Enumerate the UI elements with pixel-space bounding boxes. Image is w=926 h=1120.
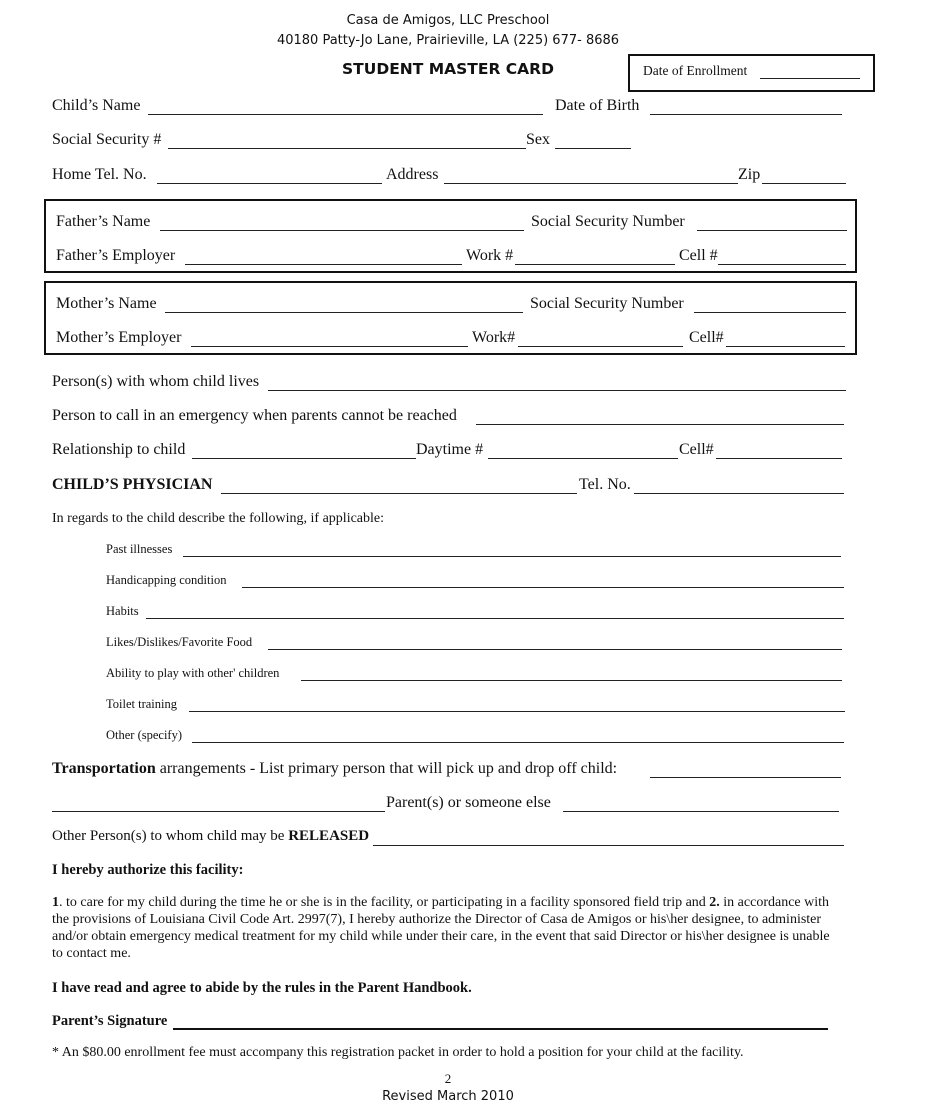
relationship-label: Relationship to child [52, 441, 186, 458]
past-illnesses-field[interactable] [183, 556, 841, 557]
past-illnesses-label: Past illnesses [106, 542, 173, 556]
sex-label: Sex [526, 131, 550, 148]
emergency-field[interactable] [476, 424, 844, 425]
ability-play-label: Ability to play with other' children [106, 666, 280, 680]
released-field[interactable] [373, 845, 844, 846]
mother-cell-field[interactable] [726, 346, 845, 347]
page-title: STUDENT MASTER CARD [342, 60, 554, 78]
mother-work-field[interactable] [518, 346, 683, 347]
address-field[interactable] [444, 183, 738, 184]
mother-employer-field[interactable] [191, 346, 468, 347]
father-name-label: Father’s Name [56, 213, 151, 230]
father-name-field[interactable] [160, 230, 524, 231]
physician-field[interactable] [221, 493, 577, 494]
home-tel-label: Home Tel. No. [52, 166, 147, 183]
physician-tel-label: Tel. No. [579, 476, 631, 493]
other-specify-field[interactable] [192, 742, 844, 743]
released-label: Other Person(s) to whom child may be RELEASED [52, 828, 370, 844]
mother-employer-label: Mother’s Employer [56, 329, 182, 346]
father-ssn-label: Social Security Number [531, 213, 685, 230]
lives-with-field[interactable] [268, 390, 846, 391]
child-ssn-field[interactable] [168, 148, 526, 149]
child-ssn-label: Social Security # [52, 131, 162, 148]
page-number: 2 [444, 1071, 452, 1086]
father-ssn-field[interactable] [697, 230, 847, 231]
mother-work-label: Work# [472, 329, 516, 346]
child-name-field[interactable] [148, 114, 543, 115]
signature-label: Parent’s Signature [52, 1013, 168, 1029]
mother-cell-label: Cell# [689, 329, 724, 346]
address-label: Address [386, 166, 439, 183]
dob-field[interactable] [650, 114, 842, 115]
zip-field[interactable] [762, 183, 846, 184]
likes-field[interactable] [268, 649, 842, 650]
mother-name-label: Mother’s Name [56, 295, 157, 312]
authorize-heading: I hereby authorize this facility: [52, 862, 244, 878]
relationship-field[interactable] [192, 458, 416, 459]
physician-label: CHILD’S PHYSICIAN [52, 476, 213, 493]
home-tel-field[interactable] [157, 183, 382, 184]
authorize-paragraph: 1. to care for my child during the time he or she is in the facility, or participating in a facility sponsored field trip and 2. in accordance with the provisions of Louisiana Civil Code Art. 2997(7), I hereby authorize the Director of Casa de Amigos or his\her designee, to administer and/or obtain emergency medical treatment for my child while under their care, in the event that said Director or his\her designee is unable to contact me. [52, 895, 830, 961]
transport-primary-field[interactable] [650, 777, 841, 778]
contact-cell-label: Cell# [679, 441, 714, 458]
toilet-training-field[interactable] [189, 711, 845, 712]
child-name-label: Child’s Name [52, 97, 141, 114]
lives-with-label: Person(s) with whom child lives [52, 373, 260, 390]
parents-label: Parent(s) or someone else [386, 794, 551, 811]
ability-play-field[interactable] [301, 680, 842, 681]
emergency-label: Person to call in an emergency when parents cannot be reached [52, 407, 457, 424]
signature-field[interactable] [173, 1028, 828, 1030]
toilet-training-label: Toilet training [106, 697, 177, 711]
father-work-field[interactable] [515, 264, 675, 265]
agree-statement: I have read and agree to abide by the rules in the Parent Handbook. [52, 980, 472, 996]
father-work-label: Work # [466, 247, 514, 264]
handicapping-label: Handicapping condition [106, 573, 227, 587]
mother-ssn-field[interactable] [694, 312, 846, 313]
enrollment-field[interactable] [760, 78, 860, 79]
fee-note: * An $80.00 enrollment fee must accompany this registration packet in order to hold a position for your child at the facility. [52, 1045, 744, 1060]
daytime-field[interactable] [488, 458, 678, 459]
father-employer-label: Father’s Employer [56, 247, 176, 264]
other-specify-label: Other (specify) [106, 728, 183, 742]
habits-label: Habits [106, 604, 139, 618]
mother-name-field[interactable] [165, 312, 523, 313]
physician-tel-field[interactable] [634, 493, 844, 494]
revised-date: Revised March 2010 [382, 1089, 514, 1104]
father-cell-label: Cell # [679, 247, 718, 264]
describe-intro: In regards to the child describe the following, if applicable: [52, 511, 385, 526]
mother-ssn-label: Social Security Number [530, 295, 684, 312]
zip-label: Zip [738, 166, 761, 183]
father-cell-field[interactable] [718, 264, 846, 265]
contact-cell-field[interactable] [716, 458, 842, 459]
sex-field[interactable] [555, 148, 631, 149]
father-employer-field[interactable] [185, 264, 462, 265]
likes-label: Likes/Dislikes/Favorite Food [106, 635, 253, 649]
handicapping-field[interactable] [242, 587, 844, 588]
dob-label: Date of Birth [555, 97, 640, 114]
someone-else-field[interactable] [563, 811, 839, 812]
transport-person-field[interactable] [52, 811, 385, 812]
school-address: 40180 Patty-Jo Lane, Prairieville, LA (225) 677- 8686 [276, 33, 620, 48]
daytime-label: Daytime # [416, 441, 484, 458]
transport-label: Transportation arrangements - List primary person that will pick up and drop off child: [52, 760, 618, 777]
enrollment-label: Date of Enrollment [643, 63, 748, 78]
habits-field[interactable] [146, 618, 844, 619]
school-name: Casa de Amigos, LLC Preschool [346, 13, 550, 28]
